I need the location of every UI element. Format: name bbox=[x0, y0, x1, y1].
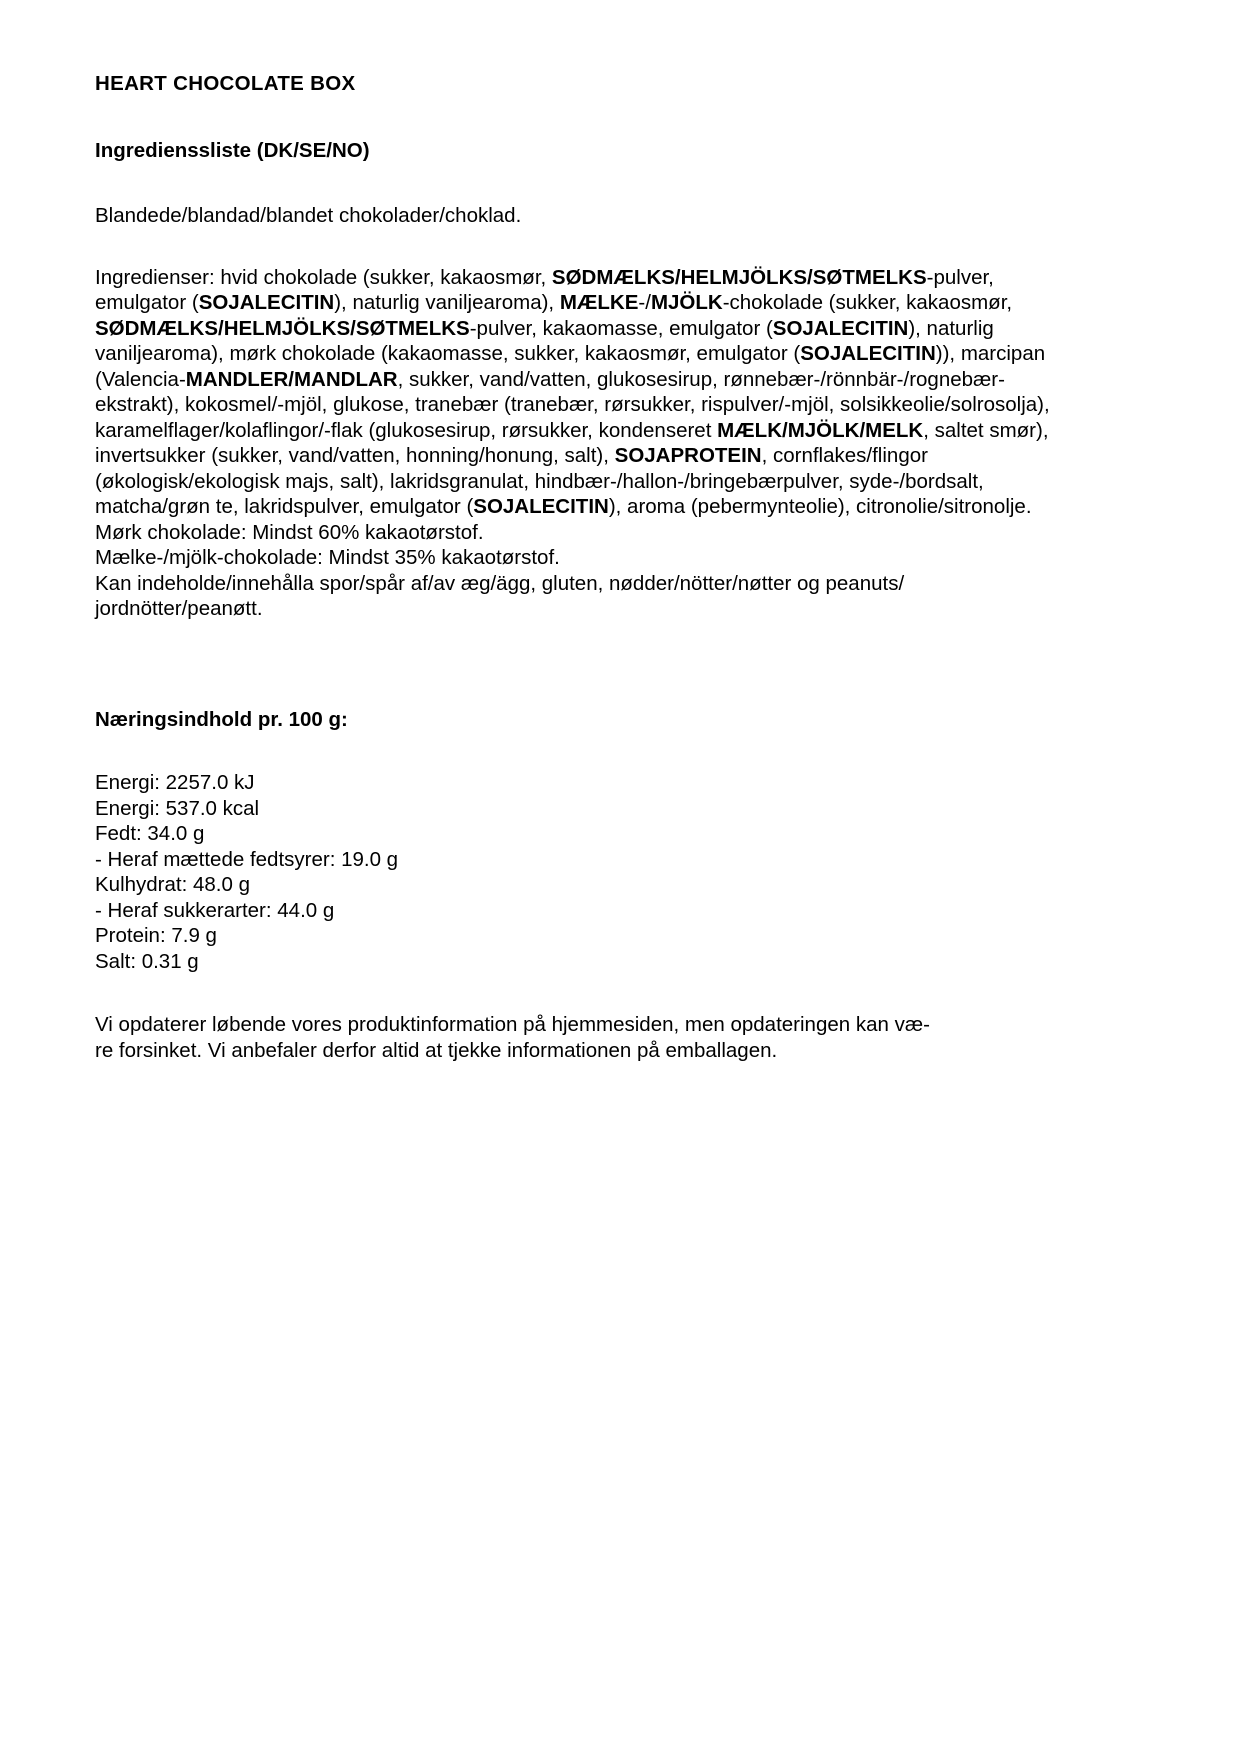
nutrition-row: Energi: 537.0 kcal bbox=[95, 796, 260, 820]
text-line: Mørk chokolade: Mindst 60% kakaotørstof. bbox=[95, 520, 484, 544]
disclaimer-note bbox=[95, 1012, 1080, 1063]
ingredient-text: , sukker, vand/vatten, glukosesirup, rønnebær-/rönnbär-/rognebær-ekstrakt), kokosmel/-mjöl, glukose, tranebær (tranebær, rørsukker, rispulver/-mjöl, solsikkeolie/solrosolja), karamelflager/kolaflingor/-flak (glukosesirup, rørsukker, kondenseret bbox=[95, 367, 1050, 442]
text-line: Vi opdaterer løbende vores produktinformation på hjemmesiden, men opdateringen kan væ- bbox=[95, 1013, 930, 1037]
nutrition-heading: Næringsindhold pr. 100 g: bbox=[95, 707, 348, 731]
allergen-emphasis: MANDLER/MANDLAR bbox=[185, 367, 398, 391]
ingredient-text: ), naturlig vaniljearoma), mørk chokolade (kakaomasse, sukker, kakaosmør, emulgator ( bbox=[95, 316, 994, 366]
section-spacer bbox=[95, 622, 1145, 708]
ingredient-text: Ingredienser: hvid chokolade (sukker, kakaosmør, bbox=[95, 265, 552, 289]
nutrition-list bbox=[95, 770, 1145, 974]
allergen-emphasis: SOJAPROTEIN bbox=[614, 444, 762, 468]
ingredient-text: -pulver, kakaomasse, emulgator ( bbox=[469, 316, 773, 340]
nutrition-row: Kulhydrat: 48.0 g bbox=[95, 873, 250, 897]
ingredient-text: ), aroma (pebermynteolie), citronolie/sitronolje. bbox=[608, 495, 1032, 519]
ingredients-heading: Ingredienssliste (DK/SE/NO) bbox=[95, 138, 370, 162]
allergen-emphasis: SOJALECITIN bbox=[473, 495, 609, 519]
nutrition-row: - Heraf sukkerarter: 44.0 g bbox=[95, 898, 335, 922]
ingredient-text: )), marcipan (Valencia- bbox=[95, 342, 1046, 391]
text-line: Mælke-/mjölk-chokolade: Mindst 35% kakaotørstof. bbox=[95, 546, 560, 570]
allergen-emphasis: SOJALECITIN bbox=[772, 316, 909, 340]
ingredients-paragraph bbox=[95, 265, 1055, 520]
text-line: Kan indeholde/innehålla spor/spår af/av æg/ägg, gluten, nødder/nötter/nøtter og peanuts/ bbox=[95, 571, 905, 595]
page-title: HEART CHOCOLATE BOX bbox=[95, 72, 356, 95]
ingredient-text: -pulver, emulgator ( bbox=[95, 265, 994, 315]
allergen-emphasis: MÆLKE bbox=[559, 291, 639, 315]
allergen-emphasis: SOJALECITIN bbox=[800, 342, 936, 366]
ingredient-text: , cornflakes/flingor (økologisk/ekologisk majs, salt), lakridsgranulat, hindbær-/hallon-/bringebærpulver, syde-/bordsalt, matcha/grøn te, lakridspulver, emulgator ( bbox=[95, 444, 984, 519]
allergen-emphasis: MJÖLK bbox=[650, 291, 723, 315]
text-line: jordnötter/peanøtt. bbox=[95, 597, 263, 621]
nutrition-row: Salt: 0.31 g bbox=[95, 949, 199, 973]
nutrition-row: Fedt: 34.0 g bbox=[95, 822, 205, 846]
ingredient-text: -chokolade (sukker, kakaosmør, bbox=[722, 291, 1013, 315]
nutrition-row: - Heraf mættede fedtsyrer: 19.0 g bbox=[95, 847, 399, 871]
allergen-emphasis: SØDMÆLKS/HELMJÖLKS/SØTMELKS bbox=[95, 316, 470, 340]
nutrition-row: Protein: 7.9 g bbox=[95, 924, 217, 948]
ingredient-text: ), naturlig vaniljearoma), bbox=[334, 291, 560, 315]
allergen-emphasis: MÆLK/MJÖLK/MELK bbox=[717, 418, 924, 442]
intro-text: Blandede/blandad/blandet chokolader/choklad. bbox=[95, 204, 522, 228]
allergen-emphasis: SØDMÆLKS/HELMJÖLKS/SØTMELKS bbox=[551, 265, 927, 289]
ingredient-text: , saltet smør), invertsukker (sukker, vand/vatten, honning/honung, salt), bbox=[95, 418, 1049, 468]
ingredient-text: -/ bbox=[638, 291, 651, 315]
product-statements bbox=[95, 520, 1085, 622]
nutrition-row: Energi: 2257.0 kJ bbox=[95, 771, 255, 795]
allergen-emphasis: SOJALECITIN bbox=[198, 291, 335, 315]
text-line: re forsinket. Vi anbefaler derfor altid at tjekke informationen på emballagen. bbox=[95, 1038, 778, 1062]
